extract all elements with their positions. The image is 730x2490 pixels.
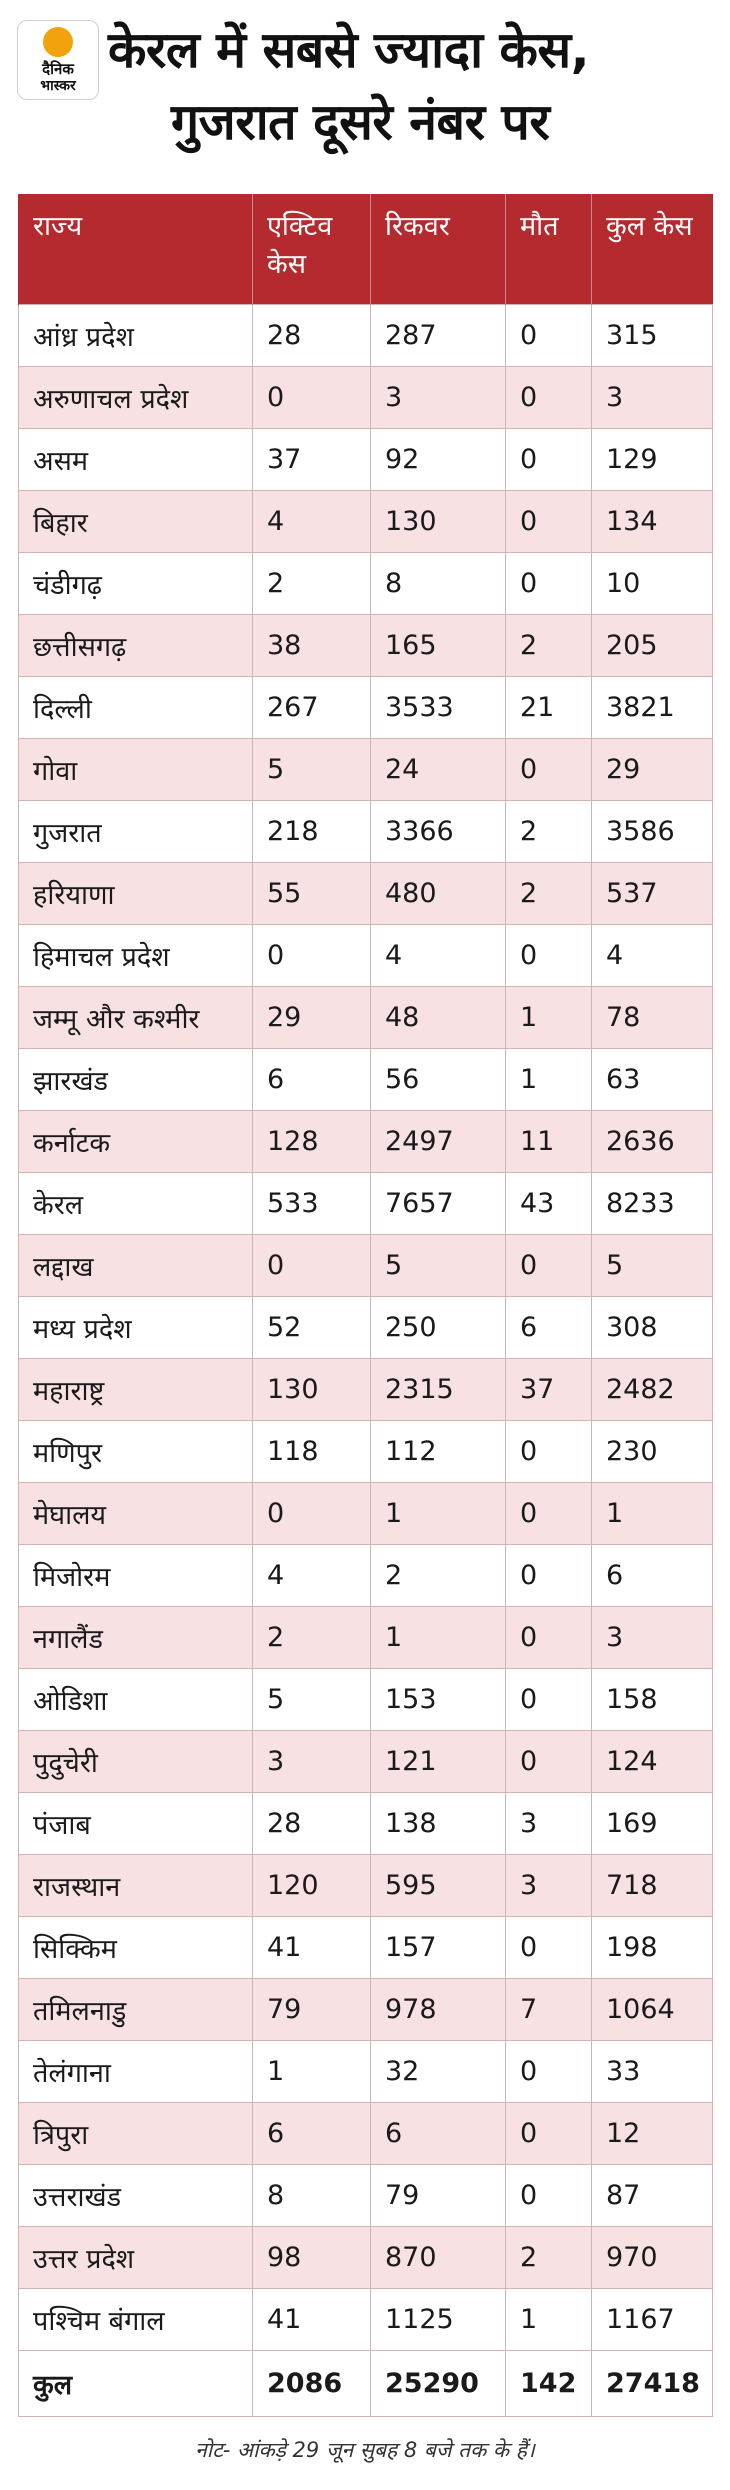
table-row: [19, 2288, 713, 2350]
active-cases: 37: [253, 428, 371, 490]
state-name: लद्दाख: [19, 1234, 253, 1296]
state-name: झारखंड: [19, 1048, 253, 1110]
recovered: 92: [371, 428, 506, 490]
headline: [108, 14, 718, 158]
recovered: 5: [371, 1234, 506, 1296]
table-row: [19, 800, 713, 862]
table-row: [19, 1854, 713, 1916]
deaths: 2: [506, 862, 592, 924]
deaths: 0: [506, 1606, 592, 1668]
active-cases: 0: [253, 924, 371, 986]
active-cases: 128: [253, 1110, 371, 1172]
state-name: गुजरात: [19, 800, 253, 862]
state-name: मेघालय: [19, 1482, 253, 1544]
active-cases: 267: [253, 676, 371, 738]
deaths: 0: [506, 2164, 592, 2226]
active-cases: 8: [253, 2164, 371, 2226]
state-name: त्रिपुरा: [19, 2102, 253, 2164]
state-cases-table: [18, 194, 713, 2417]
total-cases: 315: [592, 304, 713, 366]
recovered: 48: [371, 986, 506, 1048]
active-cases: 120: [253, 1854, 371, 1916]
recovered: 2: [371, 1544, 506, 1606]
deaths: 21: [506, 676, 592, 738]
recovered: 157: [371, 1916, 506, 1978]
total-cases: 3586: [592, 800, 713, 862]
total-active-cases: 2086: [253, 2350, 371, 2416]
deaths: 7: [506, 1978, 592, 2040]
total-cases: 4: [592, 924, 713, 986]
recovered: 6: [371, 2102, 506, 2164]
total-cases: 198: [592, 1916, 713, 1978]
deaths: 0: [506, 366, 592, 428]
total-cases: 970: [592, 2226, 713, 2288]
table-row: [19, 924, 713, 986]
table-row: [19, 614, 713, 676]
total-cases: 27418: [592, 2350, 713, 2416]
active-cases: 533: [253, 1172, 371, 1234]
deaths: 2: [506, 614, 592, 676]
active-cases: 4: [253, 490, 371, 552]
total-cases: 29: [592, 738, 713, 800]
recovered: 2315: [371, 1358, 506, 1420]
recovered: 121: [371, 1730, 506, 1792]
total-cases: 124: [592, 1730, 713, 1792]
footnote: नोट- आंकड़े 29 जून सुबह 8 बजे तक के हैं।: [195, 2438, 535, 2462]
table-row: [19, 1358, 713, 1420]
header-state: राज्य: [19, 194, 253, 304]
deaths: 0: [506, 2040, 592, 2102]
table-row: [19, 1234, 713, 1296]
state-name: ओडिशा: [19, 1668, 253, 1730]
state-name: मणिपुर: [19, 1420, 253, 1482]
total-cases: 2482: [592, 1358, 713, 1420]
recovered: 24: [371, 738, 506, 800]
table-row: [19, 1978, 713, 2040]
active-cases: 1: [253, 2040, 371, 2102]
state-name: दिल्ली: [19, 676, 253, 738]
table-row: [19, 2102, 713, 2164]
active-cases: 28: [253, 1792, 371, 1854]
total-cases: 158: [592, 1668, 713, 1730]
total-cases: 2636: [592, 1110, 713, 1172]
recovered: 32: [371, 2040, 506, 2102]
deaths: 0: [506, 1544, 592, 1606]
deaths: 0: [506, 1482, 592, 1544]
table-row: [19, 552, 713, 614]
total-cases: 3: [592, 366, 713, 428]
active-cases: 6: [253, 1048, 371, 1110]
total-cases: 3821: [592, 676, 713, 738]
headline-line2: गुजरात दूसरे नंबर पर: [171, 93, 550, 151]
deaths: 0: [506, 1420, 592, 1482]
deaths: 1: [506, 2288, 592, 2350]
total-cases: 63: [592, 1048, 713, 1110]
deaths: 0: [506, 1668, 592, 1730]
state-name: राजस्थान: [19, 1854, 253, 1916]
recovered: 978: [371, 1978, 506, 2040]
table-row: [19, 1110, 713, 1172]
header-recovered: रिकवर: [371, 194, 506, 304]
active-cases: 79: [253, 1978, 371, 2040]
deaths: 0: [506, 304, 592, 366]
table-row: [19, 1792, 713, 1854]
total-cases: 1: [592, 1482, 713, 1544]
table-row: [19, 1172, 713, 1234]
total-cases: 6: [592, 1544, 713, 1606]
dainik-bhaskar-logo: [17, 20, 99, 100]
total-cases: 3: [592, 1606, 713, 1668]
state-name: पश्चिम बंगाल: [19, 2288, 253, 2350]
total-cases: 1167: [592, 2288, 713, 2350]
state-name: आंध्र प्रदेश: [19, 304, 253, 366]
recovered: 1: [371, 1482, 506, 1544]
table-row: [19, 1606, 713, 1668]
deaths: 3: [506, 1792, 592, 1854]
recovered: 112: [371, 1420, 506, 1482]
active-cases: 29: [253, 986, 371, 1048]
recovered: 3366: [371, 800, 506, 862]
total-cases: 169: [592, 1792, 713, 1854]
state-name: तमिलनाडु: [19, 1978, 253, 2040]
active-cases: 0: [253, 1482, 371, 1544]
deaths: 0: [506, 1916, 592, 1978]
deaths: 0: [506, 738, 592, 800]
deaths: 43: [506, 1172, 592, 1234]
recovered: 3533: [371, 676, 506, 738]
recovered: 153: [371, 1668, 506, 1730]
header: [0, 0, 730, 190]
recovered: 8: [371, 552, 506, 614]
active-cases: 98: [253, 2226, 371, 2288]
state-name: सिक्किम: [19, 1916, 253, 1978]
recovered: 3: [371, 366, 506, 428]
total-cases: 78: [592, 986, 713, 1048]
recovered: 595: [371, 1854, 506, 1916]
recovered: 56: [371, 1048, 506, 1110]
deaths: 3: [506, 1854, 592, 1916]
headline-line1: केरल में सबसे ज्यादा केस,: [108, 21, 590, 79]
total-cases: 1064: [592, 1978, 713, 2040]
active-cases: 2: [253, 1606, 371, 1668]
state-name: छत्तीसगढ़: [19, 614, 253, 676]
total-cases: 308: [592, 1296, 713, 1358]
recovered: 1: [371, 1606, 506, 1668]
total-cases: 230: [592, 1420, 713, 1482]
table-header-row: [19, 194, 713, 304]
total-cases: 8233: [592, 1172, 713, 1234]
state-name: कर्नाटक: [19, 1110, 253, 1172]
deaths: 2: [506, 800, 592, 862]
state-name: चंडीगढ़: [19, 552, 253, 614]
state-name: बिहार: [19, 490, 253, 552]
recovered: 79: [371, 2164, 506, 2226]
active-cases: 41: [253, 2288, 371, 2350]
deaths: 1: [506, 986, 592, 1048]
total-recovered: 25290: [371, 2350, 506, 2416]
table-row: [19, 1730, 713, 1792]
logo-text-line1: दैनिक: [42, 60, 74, 78]
recovered: 165: [371, 614, 506, 676]
active-cases: 130: [253, 1358, 371, 1420]
table-row: [19, 1668, 713, 1730]
recovered: 250: [371, 1296, 506, 1358]
header-total-cases: कुल केस: [592, 194, 713, 304]
recovered: 870: [371, 2226, 506, 2288]
state-name: महाराष्ट्र: [19, 1358, 253, 1420]
total-cases: 87: [592, 2164, 713, 2226]
recovered: 138: [371, 1792, 506, 1854]
deaths: 0: [506, 2102, 592, 2164]
state-name: केरल: [19, 1172, 253, 1234]
total-label: कुल: [19, 2350, 253, 2416]
total-cases: 33: [592, 2040, 713, 2102]
header-active-cases: एक्टिव केस: [253, 194, 371, 304]
state-name: गोवा: [19, 738, 253, 800]
sun-icon: [43, 27, 73, 57]
deaths: 0: [506, 1730, 592, 1792]
header-deaths: मौत: [506, 194, 592, 304]
total-row: [19, 2350, 713, 2416]
active-cases: 38: [253, 614, 371, 676]
recovered: 480: [371, 862, 506, 924]
state-name: अरुणाचल प्रदेश: [19, 366, 253, 428]
active-cases: 55: [253, 862, 371, 924]
active-cases: 218: [253, 800, 371, 862]
recovered: 2497: [371, 1110, 506, 1172]
deaths: 6: [506, 1296, 592, 1358]
deaths: 0: [506, 490, 592, 552]
state-name: हरियाणा: [19, 862, 253, 924]
table-row: [19, 490, 713, 552]
state-name: उत्तर प्रदेश: [19, 2226, 253, 2288]
table-row: [19, 738, 713, 800]
active-cases: 4: [253, 1544, 371, 1606]
table-row: [19, 428, 713, 490]
state-name: मध्य प्रदेश: [19, 1296, 253, 1358]
table-row: [19, 1420, 713, 1482]
deaths: 0: [506, 552, 592, 614]
table-row: [19, 304, 713, 366]
active-cases: 2: [253, 552, 371, 614]
active-cases: 52: [253, 1296, 371, 1358]
logo-text-line2: भास्कर: [40, 78, 76, 94]
active-cases: 28: [253, 304, 371, 366]
total-cases: 129: [592, 428, 713, 490]
table-row: [19, 1048, 713, 1110]
table-row: [19, 1916, 713, 1978]
table-row: [19, 1544, 713, 1606]
total-cases: 5: [592, 1234, 713, 1296]
active-cases: 0: [253, 366, 371, 428]
active-cases: 6: [253, 2102, 371, 2164]
recovered: 4: [371, 924, 506, 986]
table-row: [19, 986, 713, 1048]
active-cases: 41: [253, 1916, 371, 1978]
state-name: पंजाब: [19, 1792, 253, 1854]
deaths: 11: [506, 1110, 592, 1172]
table-row: [19, 1482, 713, 1544]
state-name: मिजोरम: [19, 1544, 253, 1606]
deaths: 2: [506, 2226, 592, 2288]
deaths: 0: [506, 428, 592, 490]
total-cases: 205: [592, 614, 713, 676]
total-cases: 12: [592, 2102, 713, 2164]
recovered: 7657: [371, 1172, 506, 1234]
state-name: असम: [19, 428, 253, 490]
total-cases: 134: [592, 490, 713, 552]
state-name: पुदुचेरी: [19, 1730, 253, 1792]
deaths: 1: [506, 1048, 592, 1110]
recovered: 130: [371, 490, 506, 552]
state-name: उत्तराखंड: [19, 2164, 253, 2226]
active-cases: 118: [253, 1420, 371, 1482]
table-row: [19, 2164, 713, 2226]
table-row: [19, 366, 713, 428]
table-body: [19, 304, 713, 2350]
state-name: तेलंगाना: [19, 2040, 253, 2102]
recovered: 287: [371, 304, 506, 366]
total-cases: 718: [592, 1854, 713, 1916]
active-cases: 5: [253, 738, 371, 800]
total-cases: 10: [592, 552, 713, 614]
active-cases: 0: [253, 1234, 371, 1296]
total-cases: 537: [592, 862, 713, 924]
deaths: 0: [506, 924, 592, 986]
active-cases: 3: [253, 1730, 371, 1792]
table-row: [19, 2226, 713, 2288]
deaths: 37: [506, 1358, 592, 1420]
state-name: नगालैंड: [19, 1606, 253, 1668]
table-row: [19, 2040, 713, 2102]
state-name: हिमाचल प्रदेश: [19, 924, 253, 986]
active-cases: 5: [253, 1668, 371, 1730]
deaths: 0: [506, 1234, 592, 1296]
table-row: [19, 1296, 713, 1358]
table-row: [19, 676, 713, 738]
table-row: [19, 862, 713, 924]
recovered: 1125: [371, 2288, 506, 2350]
total-deaths: 142: [506, 2350, 592, 2416]
state-name: जम्मू और कश्मीर: [19, 986, 253, 1048]
